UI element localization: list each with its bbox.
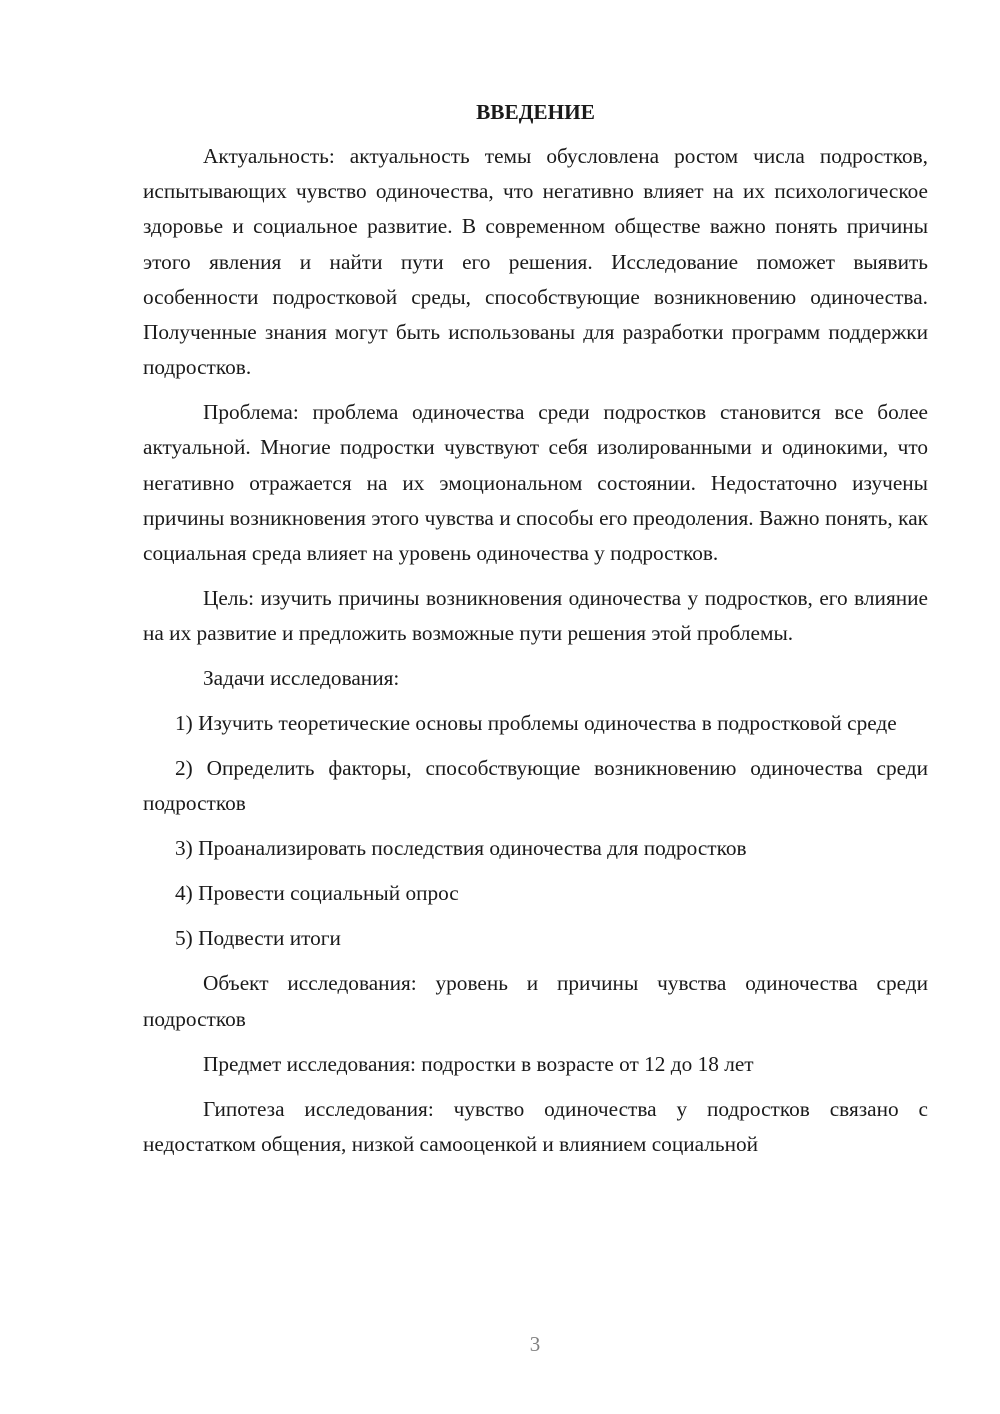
task-item-4: 4) Провести социальный опрос [175, 881, 459, 906]
task-item-2: 2) Определить факторы, способствующие возникновению одиночества среди подростков [143, 756, 928, 816]
document-page [143, 95, 928, 1172]
relevance-paragraph: Актуальность: актуальность темы обусловлена ростом числа подростков, испытывающих чувство одиночества, что негативно влияет на их психологическое здоровье и социальное развитие. В современном обществе важно понять причины этого явления и найти пути его решения. Исследование поможет выявить особенности подростковой среды, способствующие возникновению одиночества. Полученные знания могут быть использованы для разработки программ поддержки подростков. [143, 144, 928, 380]
problem-paragraph: Проблема: проблема одиночества среди подростков становится все более актуальной. Многие подростки чувствуют себя изолированными и одинокими, что негативно отражается на их эмоциональном состоянии. Недостаточно изучены причины возникновения этого чувства и способы его преодоления. Важно понять, как социальная среда влияет на уровень одиночества у подростков. [143, 400, 928, 566]
subject-paragraph: Предмет исследования: подростки в возрасте от 12 до 18 лет [203, 1051, 754, 1076]
goal-paragraph: Цель: изучить причины возникновения одиночества у подростков, его влияние на их развитие и предложить возможные пути решения этой проблемы. [143, 586, 928, 646]
task-item-5: 5) Подвести итоги [175, 926, 341, 951]
hypothesis-paragraph: Гипотеза исследования: чувство одиночества у подростков связано с недостатком общения, низкой самооценкой и влиянием социальной [143, 1096, 928, 1156]
object-paragraph: Объект исследования: уровень и причины чувства одиночества среди подростков [143, 971, 928, 1031]
page-number: 3 [529, 1332, 541, 1356]
section-title: ВВЕДЕНИЕ [476, 100, 595, 124]
task-item-3: 3) Проанализировать последствия одиночества для подростков [175, 836, 747, 861]
task-item-1: 1) Изучить теоретические основы проблемы одиночества в подростковой среде [175, 711, 897, 736]
tasks-heading: Задачи исследования: [203, 666, 400, 691]
